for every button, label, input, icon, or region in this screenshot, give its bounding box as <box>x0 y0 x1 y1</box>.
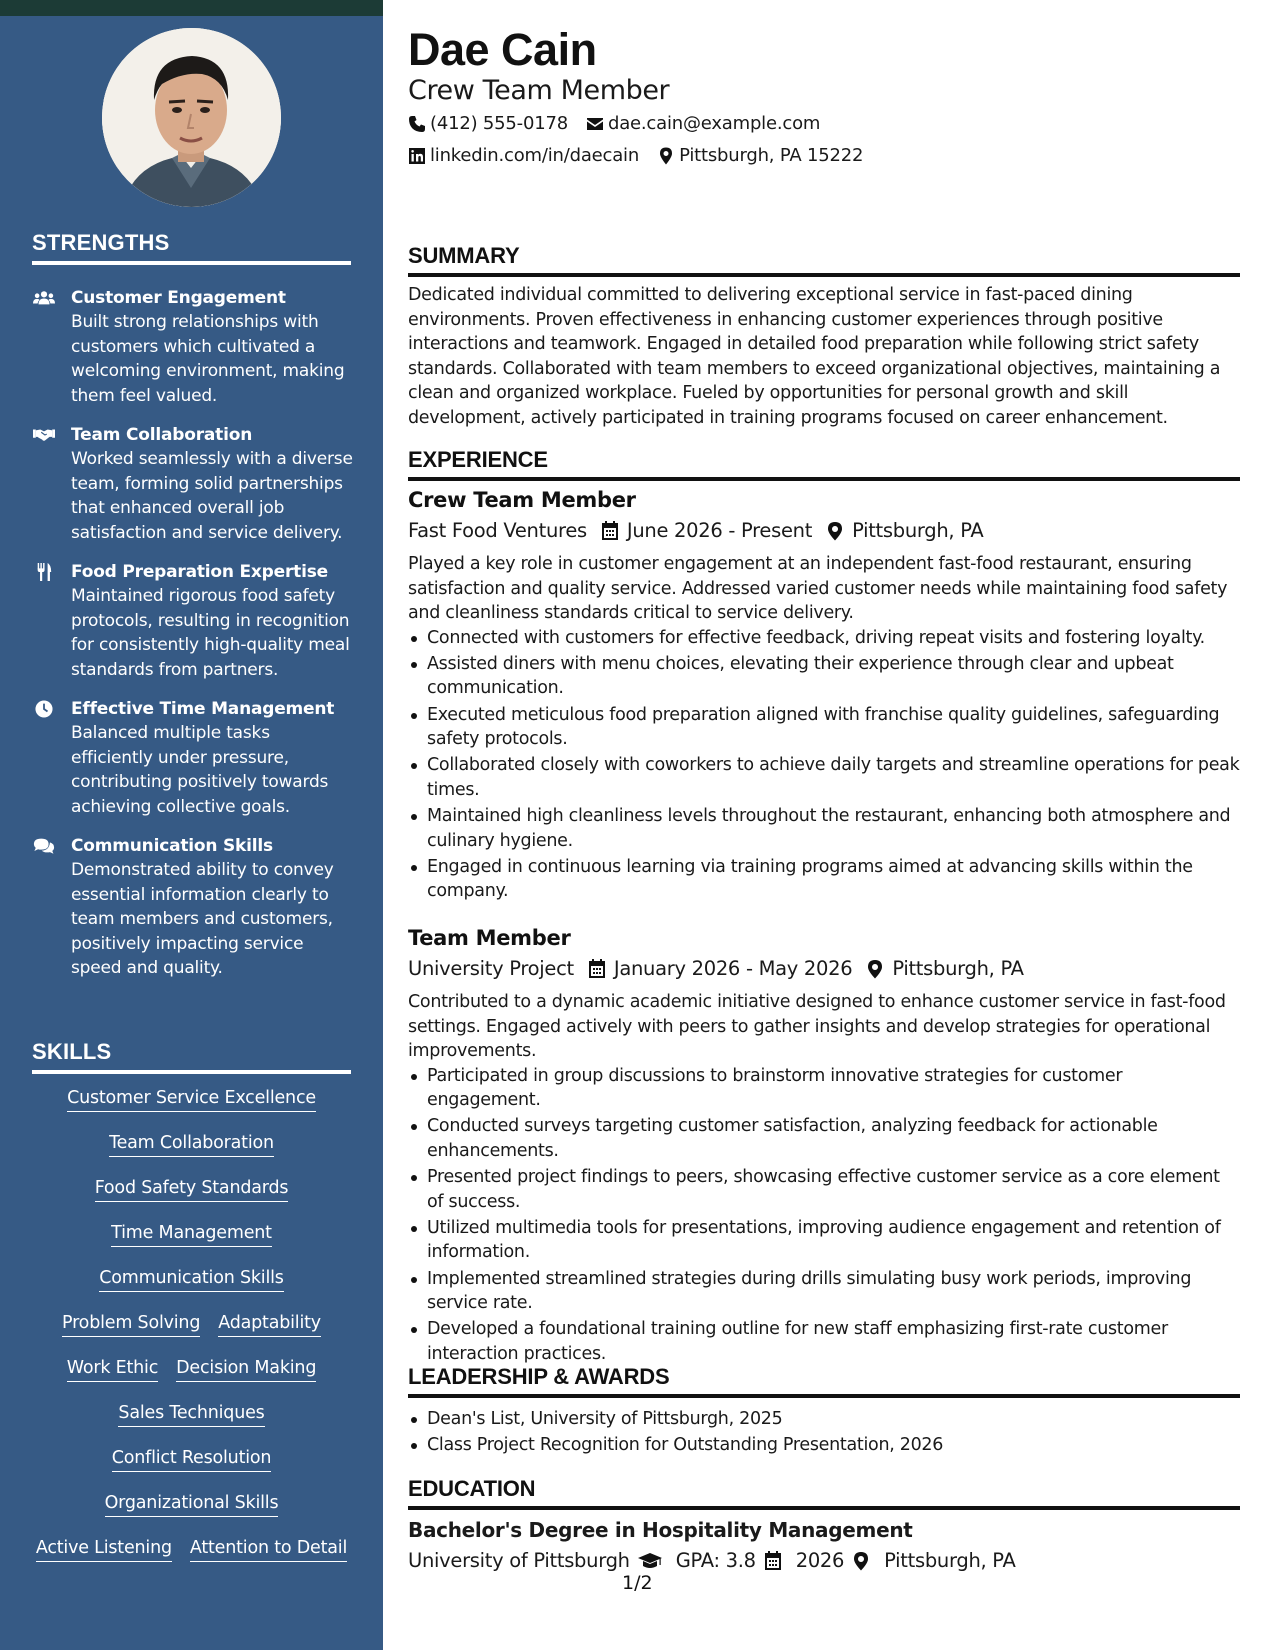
experience-heading: EXPERIENCE <box>408 447 1240 481</box>
job-dates <box>601 516 812 546</box>
sidebar <box>0 0 383 1650</box>
location-pin-icon <box>657 147 675 165</box>
job-location <box>826 516 983 546</box>
linkedin-link[interactable]: linkedin.com/in/daecain <box>430 145 640 166</box>
phone-text: (412) 555-0178 <box>430 113 568 134</box>
profile-photo <box>102 28 281 207</box>
job-bullets <box>408 626 1240 904</box>
contact-location <box>657 145 863 166</box>
profile-photo-image <box>102 28 281 207</box>
skill-tag: Active Listening <box>36 1536 172 1562</box>
strength-title: Effective Time Management <box>71 699 335 719</box>
skill-tag: Conflict Resolution <box>112 1446 272 1472</box>
contact-linkedin[interactable] <box>408 145 639 166</box>
skill-tag: Organizational Skills <box>105 1491 279 1517</box>
skill-tag: Problem Solving <box>62 1311 200 1337</box>
skill-tag: Work Ethic <box>67 1356 158 1382</box>
education-meta <box>408 1546 1240 1576</box>
skill-tag: Time Management <box>111 1221 272 1247</box>
job-title: Team Member <box>408 926 571 950</box>
strength-item <box>32 560 354 682</box>
email-link[interactable]: dae.cain@example.com <box>607 113 821 134</box>
job-bullets <box>408 1064 1240 1367</box>
education-location <box>884 1546 1015 1576</box>
location-text: Pittsburgh, PA 15222 <box>679 145 864 166</box>
clock-icon <box>32 699 56 719</box>
strength-description: Maintained rigorous food safety protocols, resulting in recognition for consistently high-quality meal standards from partners. <box>71 586 350 680</box>
comments-icon <box>32 836 56 856</box>
contact-email[interactable] <box>586 113 820 134</box>
sidebar-top-bar <box>0 0 383 16</box>
job-description: Played a key role in customer engagement at an independent fast-food restaurant, ensuring satisfaction and quality service. Addressed varied customer needs while maintaining food safety and cleanliness standards critical to service delivery. <box>408 554 1228 624</box>
summary-heading: SUMMARY <box>408 243 1240 277</box>
strength-item <box>32 423 354 545</box>
job-location <box>866 954 1023 984</box>
skill-tag: Sales Techniques <box>118 1401 264 1427</box>
strength-title: Food Preparation Expertise <box>71 562 328 582</box>
skills-heading: SKILLS <box>32 1039 351 1074</box>
location-text: Pittsburgh, PA <box>892 957 1024 980</box>
users-icon <box>32 288 56 308</box>
location-text: Pittsburgh, PA <box>884 1549 1016 1572</box>
contact-row-1 <box>408 113 820 134</box>
gpa-text: GPA: 3.8 <box>675 1549 756 1572</box>
company-text: Fast Food Ventures <box>408 519 587 542</box>
graduation-cap-icon <box>638 1552 662 1570</box>
strength-title: Team Collaboration <box>71 425 253 445</box>
calendar-icon <box>601 521 619 541</box>
strength-item <box>32 286 354 408</box>
company-text: University Project <box>408 957 574 980</box>
dates-text: June 2026 - Present <box>626 519 813 542</box>
job-title: Crew Team Member <box>408 488 636 512</box>
bullet-item: Presented project findings to peers, showcasing effective customer service as a core element of success. <box>408 1165 1240 1214</box>
skill-tag: Decision Making <box>176 1356 316 1382</box>
dates-text: January 2026 - May 2026 <box>613 957 853 980</box>
bullet-item: Connected with customers for effective feedback, driving repeat visits and fostering loyalty. <box>408 626 1240 651</box>
strength-item <box>32 834 354 981</box>
candidate-title: Crew Team Member <box>408 75 670 106</box>
summary-text: Dedicated individual committed to delivering exceptional service in fast-paced dining environments. Proven effectiveness in enhancing customer experiences through positive interactions and teamwork. Engaged in detailed food preparation while following strict safety standards. Collaborated with team members to exceed organizational objectives, maintaining a clean and organized workplace. Fueled by opportunities for personal growth and skill development, actively participated in training programs focused on career enhancement. <box>408 285 1221 428</box>
job-company <box>408 954 574 984</box>
job-dates <box>588 954 852 984</box>
education-heading: EDUCATION <box>408 1476 1240 1510</box>
degree-title: Bachelor's Degree in Hospitality Management <box>408 1518 913 1542</box>
contact-row-2 <box>408 145 863 166</box>
bullet-item: Conducted surveys targeting customer satisfaction, analyzing feedback for actionable enhancements. <box>408 1114 1240 1163</box>
education-entry <box>408 1516 1240 1582</box>
calendar-icon <box>764 1551 782 1571</box>
graduation-year <box>796 1546 870 1576</box>
strength-title: Customer Engagement <box>71 288 286 308</box>
awards-heading: LEADERSHIP & AWARDS <box>408 1364 1240 1398</box>
envelope-icon <box>586 115 604 133</box>
utensils-icon <box>32 562 56 582</box>
skill-tag: Communication Skills <box>99 1266 283 1292</box>
strength-description: Worked seamlessly with a diverse team, forming solid partnerships that enhanced overall job satisfaction and service delivery. <box>71 449 353 543</box>
location-pin-icon <box>866 959 884 979</box>
strength-description: Balanced multiple tasks efficiently under pressure, contributing positively towards achieving collective goals. <box>71 723 329 817</box>
bullet-item: Utilized multimedia tools for presentations, improving audience engagement and retention of information. <box>408 1216 1240 1265</box>
strength-item <box>32 697 354 819</box>
gpa <box>676 1546 782 1576</box>
skill-tag: Food Safety Standards <box>95 1176 289 1202</box>
calendar-icon <box>588 959 606 979</box>
job-meta <box>408 954 1240 984</box>
job-meta <box>408 516 1240 546</box>
bullet-item: Engaged in continuous learning via training programs aimed at advancing skills within the company. <box>408 855 1240 904</box>
skill-tag: Adaptability <box>218 1311 321 1337</box>
strengths-list <box>32 286 354 996</box>
strengths-heading: STRENGTHS <box>32 230 351 265</box>
job-entry <box>408 924 1240 1368</box>
awards-list <box>408 1407 1240 1458</box>
year-text: 2026 <box>795 1549 845 1572</box>
bullet-item: Participated in group discussions to brainstorm innovative strategies for customer engagement. <box>408 1064 1240 1113</box>
job-company <box>408 516 587 546</box>
page-number: 1/2 <box>622 1572 653 1594</box>
strength-title: Communication Skills <box>71 836 273 856</box>
location-text: Pittsburgh, PA <box>852 519 984 542</box>
bullet-item: Executed meticulous food preparation aligned with franchise quality guidelines, safeguarding safety protocols. <box>408 703 1240 752</box>
bullet-item: Collaborated closely with coworkers to achieve daily targets and streamline operations for peak times. <box>408 753 1240 802</box>
handshake-icon <box>32 425 56 445</box>
job-entry <box>408 486 1240 905</box>
job-description: Contributed to a dynamic academic initiative designed to enhance customer service in fast-food settings. Engaged actively with peers to gather insights and develop strategies for operational improvements. <box>408 992 1226 1062</box>
skill-tag: Customer Service Excellence <box>67 1086 316 1112</box>
award-item: Class Project Recognition for Outstanding Presentation, 2026 <box>408 1433 1240 1458</box>
bullet-item: Implemented streamlined strategies during drills simulating busy work periods, improving service rate. <box>408 1267 1240 1316</box>
bullet-item: Developed a foundational training outline for new staff emphasizing first-rate customer interaction practices. <box>408 1317 1240 1366</box>
location-pin-icon <box>852 1551 870 1571</box>
school-text: University of Pittsburgh <box>408 1549 630 1572</box>
awards-section <box>408 1407 1240 1459</box>
candidate-name: Dae Cain <box>408 24 597 75</box>
award-item: Dean's List, University of Pittsburgh, 2025 <box>408 1407 1240 1432</box>
skills-list <box>32 1086 351 1581</box>
linkedin-icon <box>408 147 426 165</box>
skill-tag: Team Collaboration <box>109 1131 274 1157</box>
strength-description: Built strong relationships with customers which cultivated a welcoming environment, making them feel valued. <box>71 312 345 406</box>
bullet-item: Maintained high cleanliness levels throughout the restaurant, enhancing both atmosphere and culinary hygiene. <box>408 804 1240 853</box>
bullet-item: Assisted diners with menu choices, elevating their experience through clear and upbeat communication. <box>408 652 1240 701</box>
location-pin-icon <box>826 521 844 541</box>
skill-tag: Attention to Detail <box>190 1536 347 1562</box>
strength-description: Demonstrated ability to convey essential information clearly to team members and customers, positively impacting service speed and quality. <box>71 860 334 978</box>
phone-icon <box>408 115 426 133</box>
contact-phone <box>408 113 568 134</box>
